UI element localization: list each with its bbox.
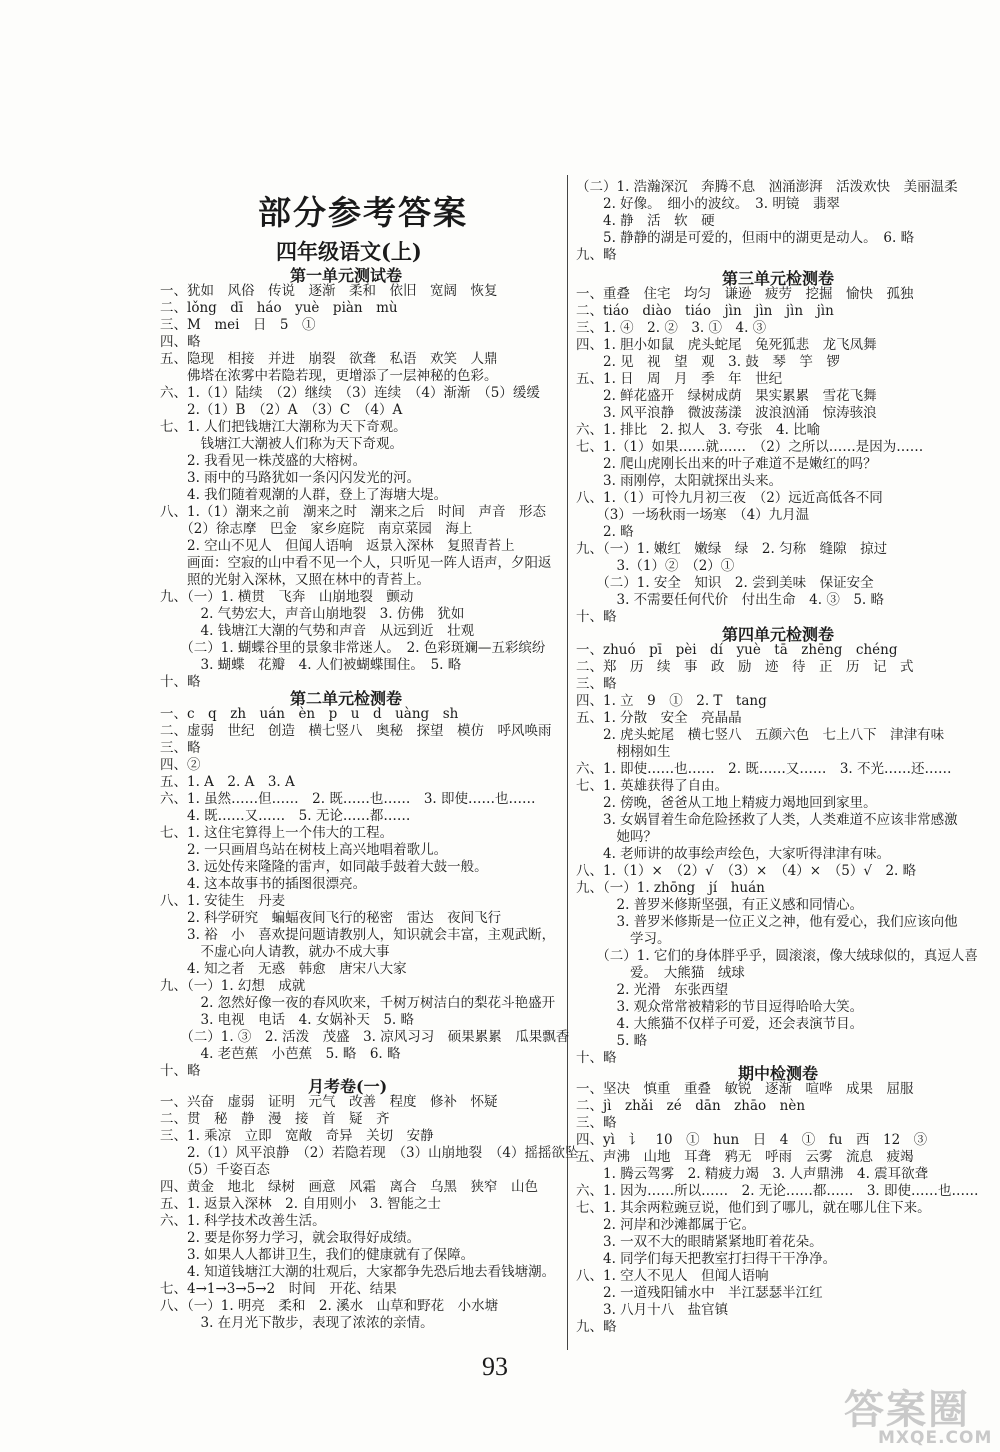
answer-line: 2. 一道残阳铺水中 半江瑟瑟半江红	[576, 1285, 823, 1301]
answer-line: 她吗？	[576, 829, 657, 845]
answer-line: 二、jì zhǎi zé dān zhāo nèn	[576, 1098, 806, 1114]
answer-line: 十、略	[576, 1050, 617, 1066]
answer-line: 3. 一双不大的眼睛紧紧地盯着花朵。	[576, 1234, 823, 1250]
answer-line: 2. 气势宏大，声音山崩地裂 3. 仿佛 犹如	[160, 606, 465, 622]
answer-line: （5）千姿百态	[160, 1162, 270, 1178]
answer-line: 五、隐现 相接 并进 崩裂 欲聋 私语 欢笑 人鼎	[160, 351, 498, 367]
answer-line: 九、（一）1. 幻想 成就	[160, 978, 306, 994]
answer-line: 2. 光滑 东张西望	[576, 982, 729, 998]
answer-line: 5. 静静的湖是可爱的，但雨中的湖更是动人。 6. 略	[576, 230, 915, 246]
answer-line: 3. 在月光下散步，表现了浓浓的亲情。	[160, 1315, 434, 1331]
answer-line: 六、1. 即使……也…… 2. 既……又…… 3. 不光……还……	[576, 761, 952, 777]
answer-line: 4. 知道钱塘江大潮的壮观后，大家都争先恐后地去看钱塘潮。	[160, 1264, 556, 1280]
answer-line: 画面：空寂的山中看不见一个人，只听见一阵人语声，夕阳返	[160, 555, 552, 571]
answer-line: 八、1.（1）× （2）√ （3）× （4）× （5）√ 2. 略	[576, 863, 917, 879]
answer-line: 三、1. ④ 2. ② 3. ① 4. ③	[576, 320, 767, 336]
answer-line: 2. 要是你努力学习，就会取得好成绩。	[160, 1230, 421, 1246]
answer-line: 二、tiáo diào tiáo jìn jìn jìn jìn	[576, 303, 834, 319]
answer-line: 栩栩如生	[576, 744, 671, 760]
answer-line: 4. 知之者 无惑 韩愈 唐宋八大家	[160, 961, 407, 977]
answer-line: 九、（一）1. zhōng jí huán	[576, 880, 765, 896]
answer-line: 一、犹如 风俗 传说 逐渐 柔和 依旧 宽阔 恢复	[160, 283, 498, 299]
answer-line: 4. 静 活 软 硬	[576, 213, 715, 229]
section-title: 第四单元检测卷	[722, 625, 835, 644]
answer-line: 4. 同学们每天把教室打扫得干干净净。	[576, 1251, 837, 1267]
answer-line: 4. 大熊猫不仅样子可爱，还会表演节目。	[576, 1016, 864, 1032]
watermark-text: 答案圈	[844, 1387, 970, 1433]
answer-line: （2）徐志摩 巴金 家乡庭院 南京菜园 海上	[160, 521, 473, 537]
answer-line: 3. 普罗米修斯是一位正义之神，他有爱心，我们应该向他	[576, 914, 958, 930]
answer-line: 2. 虎头蛇尾 横七竖八 五颜六色 七上八下 津津有味	[576, 727, 945, 743]
answer-line: 4. 老芭蕉 小芭蕉 5. 略 6. 略	[160, 1046, 401, 1062]
answer-line: 六、1. 虽然……但…… 2. 既……也…… 3. 即使……也……	[160, 791, 536, 807]
answer-line: 三、M mei 日 5 ①	[160, 317, 316, 333]
answer-line: 2.（1）B （2）A （3）C （4）A	[160, 402, 403, 418]
answer-line: 六、1. 排比 2. 拟人 3. 夸张 4. 比喻	[576, 422, 821, 438]
answer-line: 2. 鲜花盛开 绿树成荫 果实累累 雪花飞舞	[576, 388, 877, 404]
answer-line: 八、1. 空人不见人 但闻人语响	[576, 1268, 769, 1284]
answer-line: （二）1. 浩瀚深沉 奔腾不息 汹涌澎湃 活泼欢快 美丽温柔	[576, 179, 958, 195]
answer-line: 三、1. 乘凉 立即 宽敞 奇异 关切 安静	[160, 1128, 434, 1144]
answer-line: 3. 电视 电话 4. 女娲补天 5. 略	[160, 1012, 415, 1028]
watermark-url: MXQE.COM	[878, 1428, 993, 1448]
answer-line: 二、lǒng dī háo yuè piàn mù	[160, 300, 398, 316]
answer-line: 佛塔在浓雾中若隐若现，更增添了一层神秘的色彩。	[160, 368, 498, 384]
section-title: 期中检测卷	[738, 1064, 819, 1083]
answer-line: 六、1. 科学技术改善生活。	[160, 1213, 326, 1229]
answer-line: 3. 蝴蝶 花瓣 4. 人们被蝴蝶围住。 5. 略	[160, 657, 462, 673]
answer-line: 五、1. 日 周 月 季 年 世纪	[576, 371, 783, 387]
answer-line: 2. 傍晚，爸爸从工地上精疲力竭地回到家里。	[576, 795, 877, 811]
answer-line: 3. 雨刚停，太阳就探出头来。	[576, 473, 783, 489]
answer-line: 3. 如果人人都讲卫生，我们的健康就有了保障。	[160, 1247, 475, 1263]
answer-line: 八、1. 安徒生 丹麦	[160, 893, 286, 909]
answer-line: 二、郑 历 续 事 政 励 迹 待 正 历 记 式	[576, 659, 914, 675]
answer-line: 2. 忽然好像一夜的春风吹来，千树万树洁白的梨花斗艳盛开	[160, 995, 556, 1011]
answer-line: 爱。 大熊猫 绒球	[576, 965, 745, 981]
answer-line: 一、重叠 住宅 均匀 谦逊 疲劳 挖掘 愉快 孤独	[576, 286, 914, 302]
answer-line: 3. 风平浪静 微波荡漾 波浪汹涌 惊涛骇浪	[576, 405, 877, 421]
page-subtitle: 四年级语文(上)	[276, 239, 422, 264]
answer-line: 三、略	[576, 1115, 617, 1131]
answer-line: 三、略	[576, 676, 617, 692]
answer-line: 十、略	[576, 609, 617, 625]
answer-line: 2. 科学研究 蝙蝠夜间飞行的秘密 雷达 夜间飞行	[160, 910, 502, 926]
answer-line: 七、1.（1）如果……就…… （2）之所以……是因为……	[576, 439, 924, 455]
answer-line: 4. 我们随着观潮的人群，登上了海塘大堤。	[160, 487, 448, 503]
answer-line: 九、略	[576, 247, 617, 263]
answer-line: 四、1. 胆小如鼠 虎头蛇尾 兔死狐悲 龙飞凤舞	[576, 337, 877, 353]
answer-line: 八、1.（1）潮来之前 潮来之时 潮来之后 时间 声音 形态	[160, 504, 546, 520]
answer-line: 九、（一）1. 嫩红 嫩绿 绿 2. 匀称 缝隙 掠过	[576, 541, 888, 557]
answer-line: 学习。	[576, 931, 671, 947]
page-number: 93	[482, 1352, 508, 1381]
answer-line: 不虚心向人请教，就办不成大事	[160, 944, 390, 960]
answer-line: 九、略	[576, 1319, 617, 1335]
answer-line: （二）1. ③ 2. 活泼 茂盛 3. 凉风习习 硕果累累 瓜果飘香	[160, 1029, 570, 1045]
answer-line: 二、贯 秘 静 漫 接 首 疑 齐	[160, 1111, 390, 1127]
answer-line: 钱塘江大潮被人们称为天下奇观。	[160, 436, 403, 452]
answer-line: （二）1. 它们的身体胖乎乎，圆滚滚，像大绒球似的，真逗人喜	[576, 948, 978, 964]
answer-line: 六、1.（1）陆续 （2）继续 （3）连续 （4）渐渐 （5）缓缓	[160, 385, 540, 401]
answer-line: 七、1. 英雄获得了自由。	[576, 778, 729, 794]
answer-line: 七、1. 其余两粒豌豆说，他们到了哪儿，就在哪儿住下来。	[576, 1200, 931, 1216]
section-title: 第一单元测试卷	[290, 266, 403, 285]
answer-line: 七、1. 人们把钱塘江大潮称为天下奇观。	[160, 419, 407, 435]
answer-line: 四、yì 讠 10 ① hun 日 4 ① fu 西 12 ③	[576, 1132, 928, 1148]
answer-line: 七、4→1→3→5→2 时间 开花、结果	[160, 1281, 397, 1297]
answer-line: 5. 略	[576, 1033, 648, 1049]
answer-line: 2. 略	[576, 524, 634, 540]
answer-line: 五、1. A 2. A 3. A	[160, 774, 295, 790]
answer-line: 2. 爬山虎刚长出来的叶子难道不是嫩红的吗？	[576, 456, 877, 472]
answer-line: （二）1. 安全 知识 2. 尝到美味 保证安全	[576, 575, 874, 591]
answer-line: 3.（1）② （2）①	[576, 558, 735, 574]
answer-line: 4. 既……又…… 5. 无论……都……	[160, 808, 411, 824]
answer-line: 2. 空山不见人 但闻人语响 返景入深林 复照青苔上	[160, 538, 515, 554]
watermark-logo	[838, 1378, 998, 1450]
section-title: 第三单元检测卷	[722, 269, 835, 288]
answer-line: （3）一场秋雨一场寒 （4）九月温	[576, 507, 810, 523]
answer-line: 2. 好像。 细小的波纹。 3. 明镜 翡翠	[576, 196, 840, 212]
column-divider	[567, 175, 568, 1350]
answer-line: 三、略	[160, 740, 201, 756]
answer-line: 十、略	[160, 674, 201, 690]
answer-line: 五、1. 分散 安全 亮晶晶	[576, 710, 742, 726]
answer-line: 五、1. 返景入深林 2. 自用则小 3. 智能之士	[160, 1196, 442, 1212]
answer-line: 二、虚弱 世纪 创造 横七竖八 奥秘 探望 模仿 呼风唤雨	[160, 723, 552, 739]
answer-line: 2. 河岸和沙滩都属于它。	[576, 1217, 756, 1233]
answer-line: 一、坚决 慎重 重叠 敏锐 逐渐 喧哗 成果 屈服	[576, 1081, 914, 1097]
answer-line: 1. 腾云驾雾 2. 精疲力竭 3. 人声鼎沸 4. 震耳欲聋	[576, 1166, 929, 1182]
answer-line: 3. 女娲冒着生命危险拯救了人类，人类难道不应该非常感激	[576, 812, 958, 828]
answer-line: 十、略	[160, 1063, 201, 1079]
answer-line: 3. 雨中的马路犹如一条闪闪发光的河。	[160, 470, 421, 486]
answer-line: 2. 见 视 望 观 3. 鼓 琴 竽 锣	[576, 354, 840, 370]
answer-line: 4. 老师讲的故事绘声绘色，大家听得津津有味。	[576, 846, 891, 862]
answer-line: 3. 八月十八 盐官镇	[576, 1302, 729, 1318]
answer-line: 四、1. 立 9 ① 2. T tang	[576, 693, 767, 709]
answer-line: 五、声沸 山地 耳聋 鸦无 呼雨 云雾 流息 疲竭	[576, 1149, 914, 1165]
answer-line: 2. 我看见一株茂盛的大榕树。	[160, 453, 367, 469]
answer-line: 六、1. 因为……所以…… 2. 无论……都…… 3. 即使……也……	[576, 1183, 979, 1199]
answer-line: 4. 这本故事书的插图很漂亮。	[160, 876, 367, 892]
answer-line: 四、②	[160, 757, 201, 773]
page-title: 部分参考答案	[258, 193, 468, 232]
answer-line: 一、c q zh uán èn p u d uàng sh	[160, 706, 459, 722]
section-title: 月考卷(一)	[308, 1077, 388, 1096]
answer-line: 四、略	[160, 334, 201, 350]
section-title: 第二单元检测卷	[290, 689, 403, 708]
answer-line: 八、1.（1）可怜九月初三夜 （2）远近高低各不同	[576, 490, 883, 506]
answer-line: 照的光射入深林，又照在林中的青苔上。	[160, 572, 430, 588]
answer-line: 四、黄金 地北 绿树 画意 风霜 离合 乌黑 狭窄 山色	[160, 1179, 538, 1195]
answer-line: 一、兴奋 虚弱 证明 元气 改善 程度 修补 怀疑	[160, 1094, 498, 1110]
answer-line: 2.（1）风平浪静 （2）若隐若现 （3）山崩地裂 （4）摇摇欲坠	[160, 1145, 579, 1161]
answer-line: 4. 钱塘江大潮的气势和声音 从远到近 壮观	[160, 623, 475, 639]
answer-line: （二）1. 蝴蝶谷里的景象非常迷人。 2. 色彩斑斓—五彩缤纷	[160, 640, 546, 656]
answer-line: 九、（一）1. 横贯 飞奔 山崩地裂 颤动	[160, 589, 414, 605]
answer-line: 2. 普罗米修斯坚强，有正义感和同情心。	[576, 897, 864, 913]
answer-line: 八、（一）1. 明亮 柔和 2. 溪水 山草和野花 小水塘	[160, 1298, 499, 1314]
answer-line: 3. 远处传来隆隆的雷声，如同敲手鼓着大鼓一般。	[160, 859, 488, 875]
answer-line: 3. 不需要任何代价 付出生命 4. ③ 5. 略	[576, 592, 885, 608]
answer-line: 3. 裕 小 喜欢提问题请教别人，知识就会丰富，主观武断，	[160, 927, 556, 943]
answer-line: 七、1. 这住宅算得上一个伟大的工程。	[160, 825, 394, 841]
answer-line: 3. 观众常常被精彩的节目逗得哈哈大笑。	[576, 999, 864, 1015]
answer-line: 一、zhuó pī pèi dí yuè tā zhēng chéng	[576, 642, 898, 658]
answer-line: 2. 一只画眉鸟站在树枝上高兴地唱着歌儿。	[160, 842, 448, 858]
